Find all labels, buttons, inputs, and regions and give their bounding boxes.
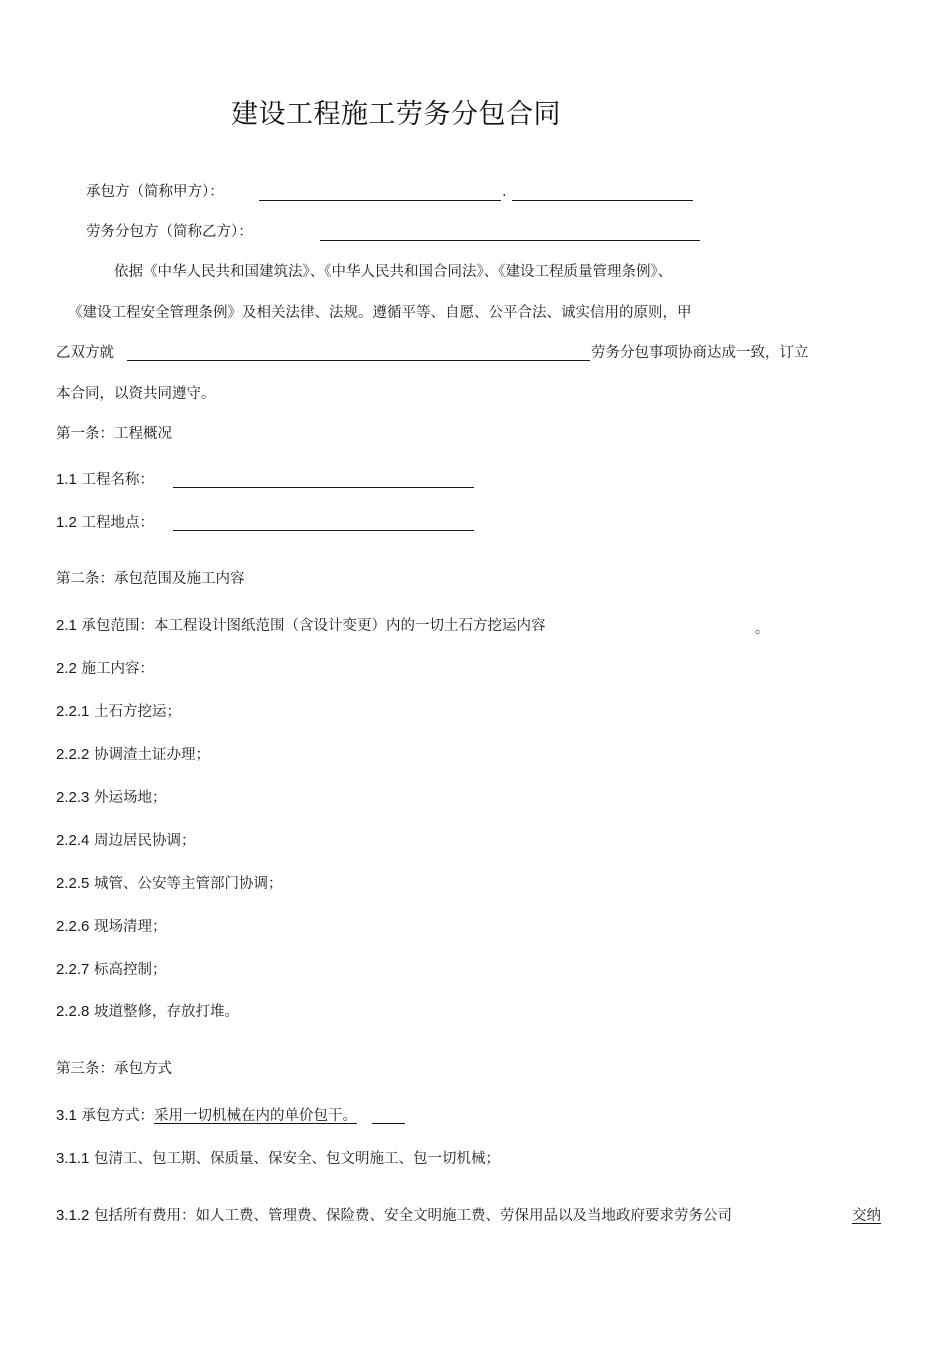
matter-blank[interactable] — [127, 346, 590, 361]
contract-mode-label: 承包方式： — [81, 1108, 154, 1124]
party-a-blank-1[interactable] — [259, 186, 501, 201]
list-item-number: 2.2.1 — [56, 703, 90, 720]
item-3-1-1-text: 包清工、包工期、保质量、保安全、包文明施工、包一切机械； — [93, 1151, 500, 1167]
section-2-title: 第二条：承包范围及施工内容 — [56, 571, 245, 587]
list-item-text: 外运场地； — [93, 790, 167, 806]
contract-title: 建设工程施工劳务分包合同 — [231, 99, 561, 130]
item-2-2-text: 施工内容： — [81, 661, 154, 677]
party-a-label: 承包方（简称甲方）： — [86, 184, 224, 200]
intro-line-4: 本合同，以资共同遵守。 — [56, 386, 216, 402]
party-a-separator: . — [502, 184, 507, 200]
list-item — [56, 874, 282, 894]
list-item — [56, 702, 181, 722]
section-1-title: 第一条：工程概况 — [56, 426, 172, 442]
party-a-blank-2[interactable] — [512, 186, 693, 201]
item-3-1-2-number: 3.1.2 — [56, 1207, 90, 1224]
list-item-number: 2.2.7 — [56, 961, 90, 978]
item-3-1-1-number: 3.1.1 — [56, 1150, 90, 1167]
list-item — [56, 745, 210, 765]
project-location-blank[interactable] — [173, 516, 474, 531]
list-item — [56, 831, 195, 851]
project-name-blank[interactable] — [173, 473, 474, 488]
item-1-1-number: 1.1 — [56, 471, 77, 488]
intro-line-3-prefix: 乙双方就 — [56, 345, 114, 361]
project-location-label: 工程地点： — [81, 515, 154, 531]
section-3-title: 第三条：承包方式 — [56, 1061, 172, 1077]
list-item-text: 坡道整修，存放打堆。 — [93, 1004, 239, 1020]
list-item-number: 2.2.5 — [56, 875, 90, 892]
party-b-blank[interactable] — [320, 226, 700, 241]
list-item-number: 2.2.3 — [56, 789, 90, 806]
intro-line-2: 《建设工程安全管理条例》及相关法律、法规。遵循平等、自愿、公平合法、诚实信用的原则，甲 — [68, 305, 692, 321]
intro-line-1: 依据《中华人民共和国建筑法》、《中华人民共和国合同法》、《建设工程质量管理条例》、 — [114, 264, 673, 280]
list-item — [56, 1002, 239, 1022]
item-2-2-number: 2.2 — [56, 660, 77, 677]
item-2-1-text: 承包范围：本工程设计图纸范围（含设计变更）内的一切土石方挖运内容 — [81, 618, 546, 634]
list-item-number: 2.2.6 — [56, 918, 90, 935]
item-3-1-2-text: 包括所有费用：如人工费、管理费、保险费、安全文明施工费、劳保用品以及当地政府要求劳务公司 — [93, 1208, 732, 1224]
list-item-text: 城管、公安等主管部门协调； — [93, 876, 283, 892]
list-item-text: 标高控制； — [93, 962, 167, 978]
item-2-1-end: 。 — [755, 621, 770, 637]
project-name-label: 工程名称： — [81, 472, 154, 488]
item-1-2-number: 1.2 — [56, 514, 77, 531]
item-2-1-number: 2.1 — [56, 617, 77, 634]
item-3-1-2-end: 交纳 — [852, 1208, 881, 1224]
contract-mode-value: 采用一切机械在内的单价包干。 — [153, 1108, 357, 1124]
intro-line-3-suffix: 劳务分包事项协商达成一致，订立 — [591, 345, 809, 361]
list-item-text: 周边居民协调； — [93, 833, 196, 849]
item-3-1-number: 3.1 — [56, 1107, 77, 1124]
list-item-number: 2.2.4 — [56, 832, 90, 849]
list-item — [56, 917, 166, 937]
list-item-text: 协调渣土证办理； — [93, 747, 210, 763]
party-b-label: 劳务分包方（简称乙方）： — [86, 224, 253, 240]
list-item-number: 2.2.2 — [56, 746, 90, 763]
list-item — [56, 788, 166, 808]
list-item-text: 现场清理； — [93, 919, 167, 935]
contract-mode-blank[interactable] — [372, 1109, 405, 1124]
list-item — [56, 960, 166, 980]
list-item-number: 2.2.8 — [56, 1003, 90, 1020]
list-item-text: 土石方挖运； — [93, 704, 181, 720]
